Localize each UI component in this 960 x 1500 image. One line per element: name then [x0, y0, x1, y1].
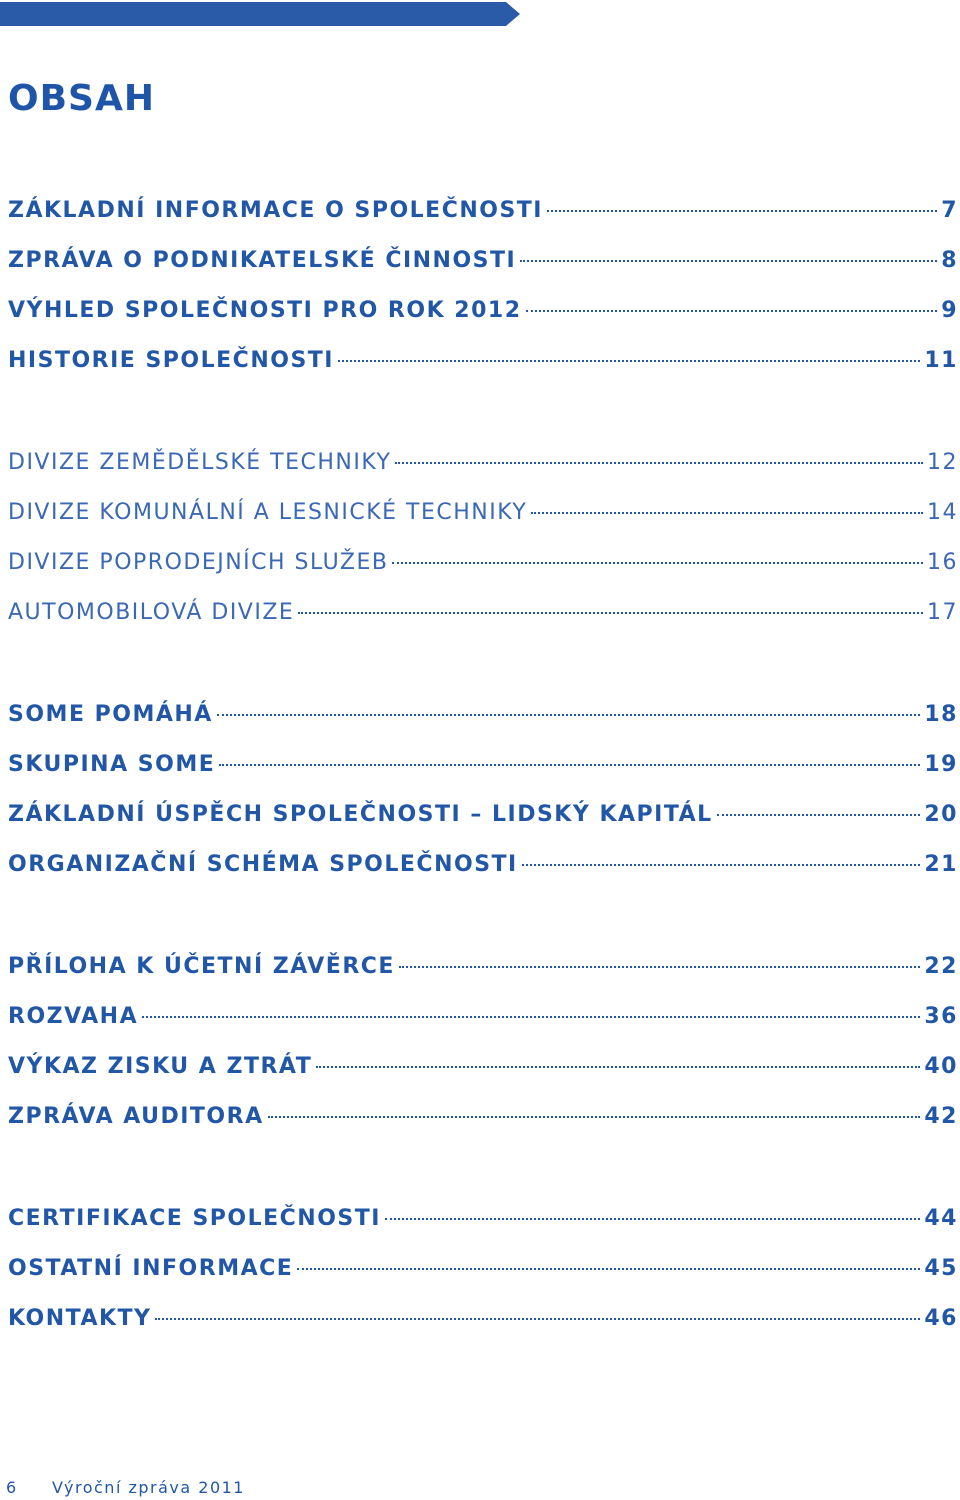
toc-entry-page: 36	[924, 1004, 958, 1029]
dot-leader	[142, 1016, 920, 1018]
dot-leader	[217, 714, 921, 716]
toc-entry-kontakty[interactable]	[8, 1306, 958, 1338]
toc-entry-label: OSTATNÍ INFORMACE	[8, 1256, 294, 1281]
dot-leader	[526, 310, 938, 312]
dot-leader	[392, 562, 923, 564]
toc-entry-label: ZPRÁVA O PODNIKATELSKÉ ČINNOSTI	[8, 248, 517, 273]
toc-entry-page: 16	[927, 550, 958, 575]
toc-entry-divize-komunalni-a-lesnicke-techniky[interactable]	[8, 500, 958, 532]
dot-leader	[399, 966, 920, 968]
dot-leader	[268, 1116, 921, 1118]
toc-entry-label: ZÁKLADNÍ ÚSPĚCH SPOLEČNOSTI – LIDSKÝ KAPITÁL	[8, 802, 713, 827]
toc-entry-page: 14	[927, 500, 958, 525]
toc-entry-label: AUTOMOBILOVÁ DIVIZE	[8, 600, 295, 625]
toc-entry-label: CERTIFIKACE SPOLEČNOSTI	[8, 1206, 381, 1231]
toc-entry-page: 9	[941, 298, 958, 323]
dot-leader	[531, 512, 923, 514]
toc-entry-priloha-k-ucetni-zaverce[interactable]	[8, 954, 958, 986]
toc-entry-label: HISTORIE SPOLEČNOSTI	[8, 348, 334, 373]
toc-entry-page: 22	[924, 954, 958, 979]
toc-entry-label: ZÁKLADNÍ INFORMACE O SPOLEČNOSTI	[8, 198, 543, 223]
toc-entry-ostatni-informace[interactable]	[8, 1256, 958, 1288]
toc-entry-page: 20	[924, 802, 958, 827]
dot-leader	[385, 1218, 920, 1220]
page-title: OBSAH	[8, 78, 155, 119]
toc-entry-divize-zemedelske-techniky[interactable]	[8, 450, 958, 482]
toc-entry-zakladni-informace[interactable]	[8, 198, 958, 230]
toc-entry-divize-poprodejnich-sluzeb[interactable]	[8, 550, 958, 582]
toc-entry-page: 11	[924, 348, 958, 373]
toc-entry-certifikace-spolecnosti[interactable]	[8, 1206, 958, 1238]
toc-entry-page: 21	[924, 852, 958, 877]
toc-entry-label: SKUPINA SOME	[8, 752, 216, 777]
dot-leader	[547, 210, 937, 212]
toc-entry-label: ZPRÁVA AUDITORA	[8, 1104, 264, 1129]
toc-entry-historie-spolecnosti[interactable]	[8, 348, 958, 380]
toc-entry-page: 7	[941, 198, 958, 223]
toc-entry-label: KONTAKTY	[8, 1306, 152, 1331]
dot-leader	[338, 360, 920, 362]
toc-entry-rozvaha[interactable]	[8, 1004, 958, 1036]
dot-leader	[298, 612, 923, 614]
toc-entry-page: 8	[941, 248, 958, 273]
toc-entry-vyhled-spolecnosti[interactable]	[8, 298, 958, 330]
toc-entry-vykaz-zisku-a-ztrat[interactable]	[8, 1054, 958, 1086]
dot-leader	[522, 864, 921, 866]
toc-entry-label: DIVIZE KOMUNÁLNÍ A LESNICKÉ TECHNIKY	[8, 500, 528, 525]
toc-entry-page: 46	[924, 1306, 958, 1331]
header-accent-bar	[0, 2, 520, 26]
toc-entry-zprava-auditora[interactable]	[8, 1104, 958, 1136]
dot-leader	[316, 1066, 920, 1068]
dot-leader	[520, 260, 937, 262]
toc-entry-zprava-o-podnikatelske-cinnosti[interactable]	[8, 248, 958, 280]
toc-entry-zakladni-uspech[interactable]	[8, 802, 958, 834]
dot-leader	[155, 1318, 920, 1320]
toc-entry-organizacni-schema[interactable]	[8, 852, 958, 884]
toc-entry-skupina-some[interactable]	[8, 752, 958, 784]
toc-entry-page: 19	[924, 752, 958, 777]
toc-entry-label: VÝHLED SPOLEČNOSTI PRO ROK 2012	[8, 298, 522, 323]
toc-entry-page: 45	[924, 1256, 958, 1281]
footer-page-number: 6	[6, 1478, 17, 1497]
toc-entry-label: DIVIZE POPRODEJNÍCH SLUŽEB	[8, 550, 389, 575]
toc-entry-label: ROZVAHA	[8, 1004, 139, 1029]
dot-leader	[717, 814, 921, 816]
toc-entry-automobilova-divize[interactable]	[8, 600, 958, 632]
toc-entry-label: SOME POMÁHÁ	[8, 702, 213, 727]
toc-entry-page: 17	[927, 600, 958, 625]
dot-leader	[297, 1268, 920, 1270]
toc-entry-label: DIVIZE ZEMĚDĚLSKÉ TECHNIKY	[8, 450, 392, 475]
toc-entry-page: 42	[924, 1104, 958, 1129]
toc-entry-label: ORGANIZAČNÍ SCHÉMA SPOLEČNOSTI	[8, 852, 518, 877]
toc-entry-page: 44	[924, 1206, 958, 1231]
toc-entry-page: 12	[927, 450, 958, 475]
page-footer	[6, 1478, 245, 1498]
dot-leader	[219, 764, 920, 766]
toc-entry-page: 40	[924, 1054, 958, 1079]
toc-entry-page: 18	[924, 702, 958, 727]
toc-entry-label: VÝKAZ ZISKU A ZTRÁT	[8, 1054, 313, 1079]
toc-entry-label: PŘÍLOHA K ÚČETNÍ ZÁVĚRCE	[8, 954, 395, 979]
dot-leader	[395, 462, 923, 464]
footer-title: Výroční zpráva 2011	[52, 1478, 245, 1497]
toc-entry-some-pomaha[interactable]	[8, 702, 958, 734]
